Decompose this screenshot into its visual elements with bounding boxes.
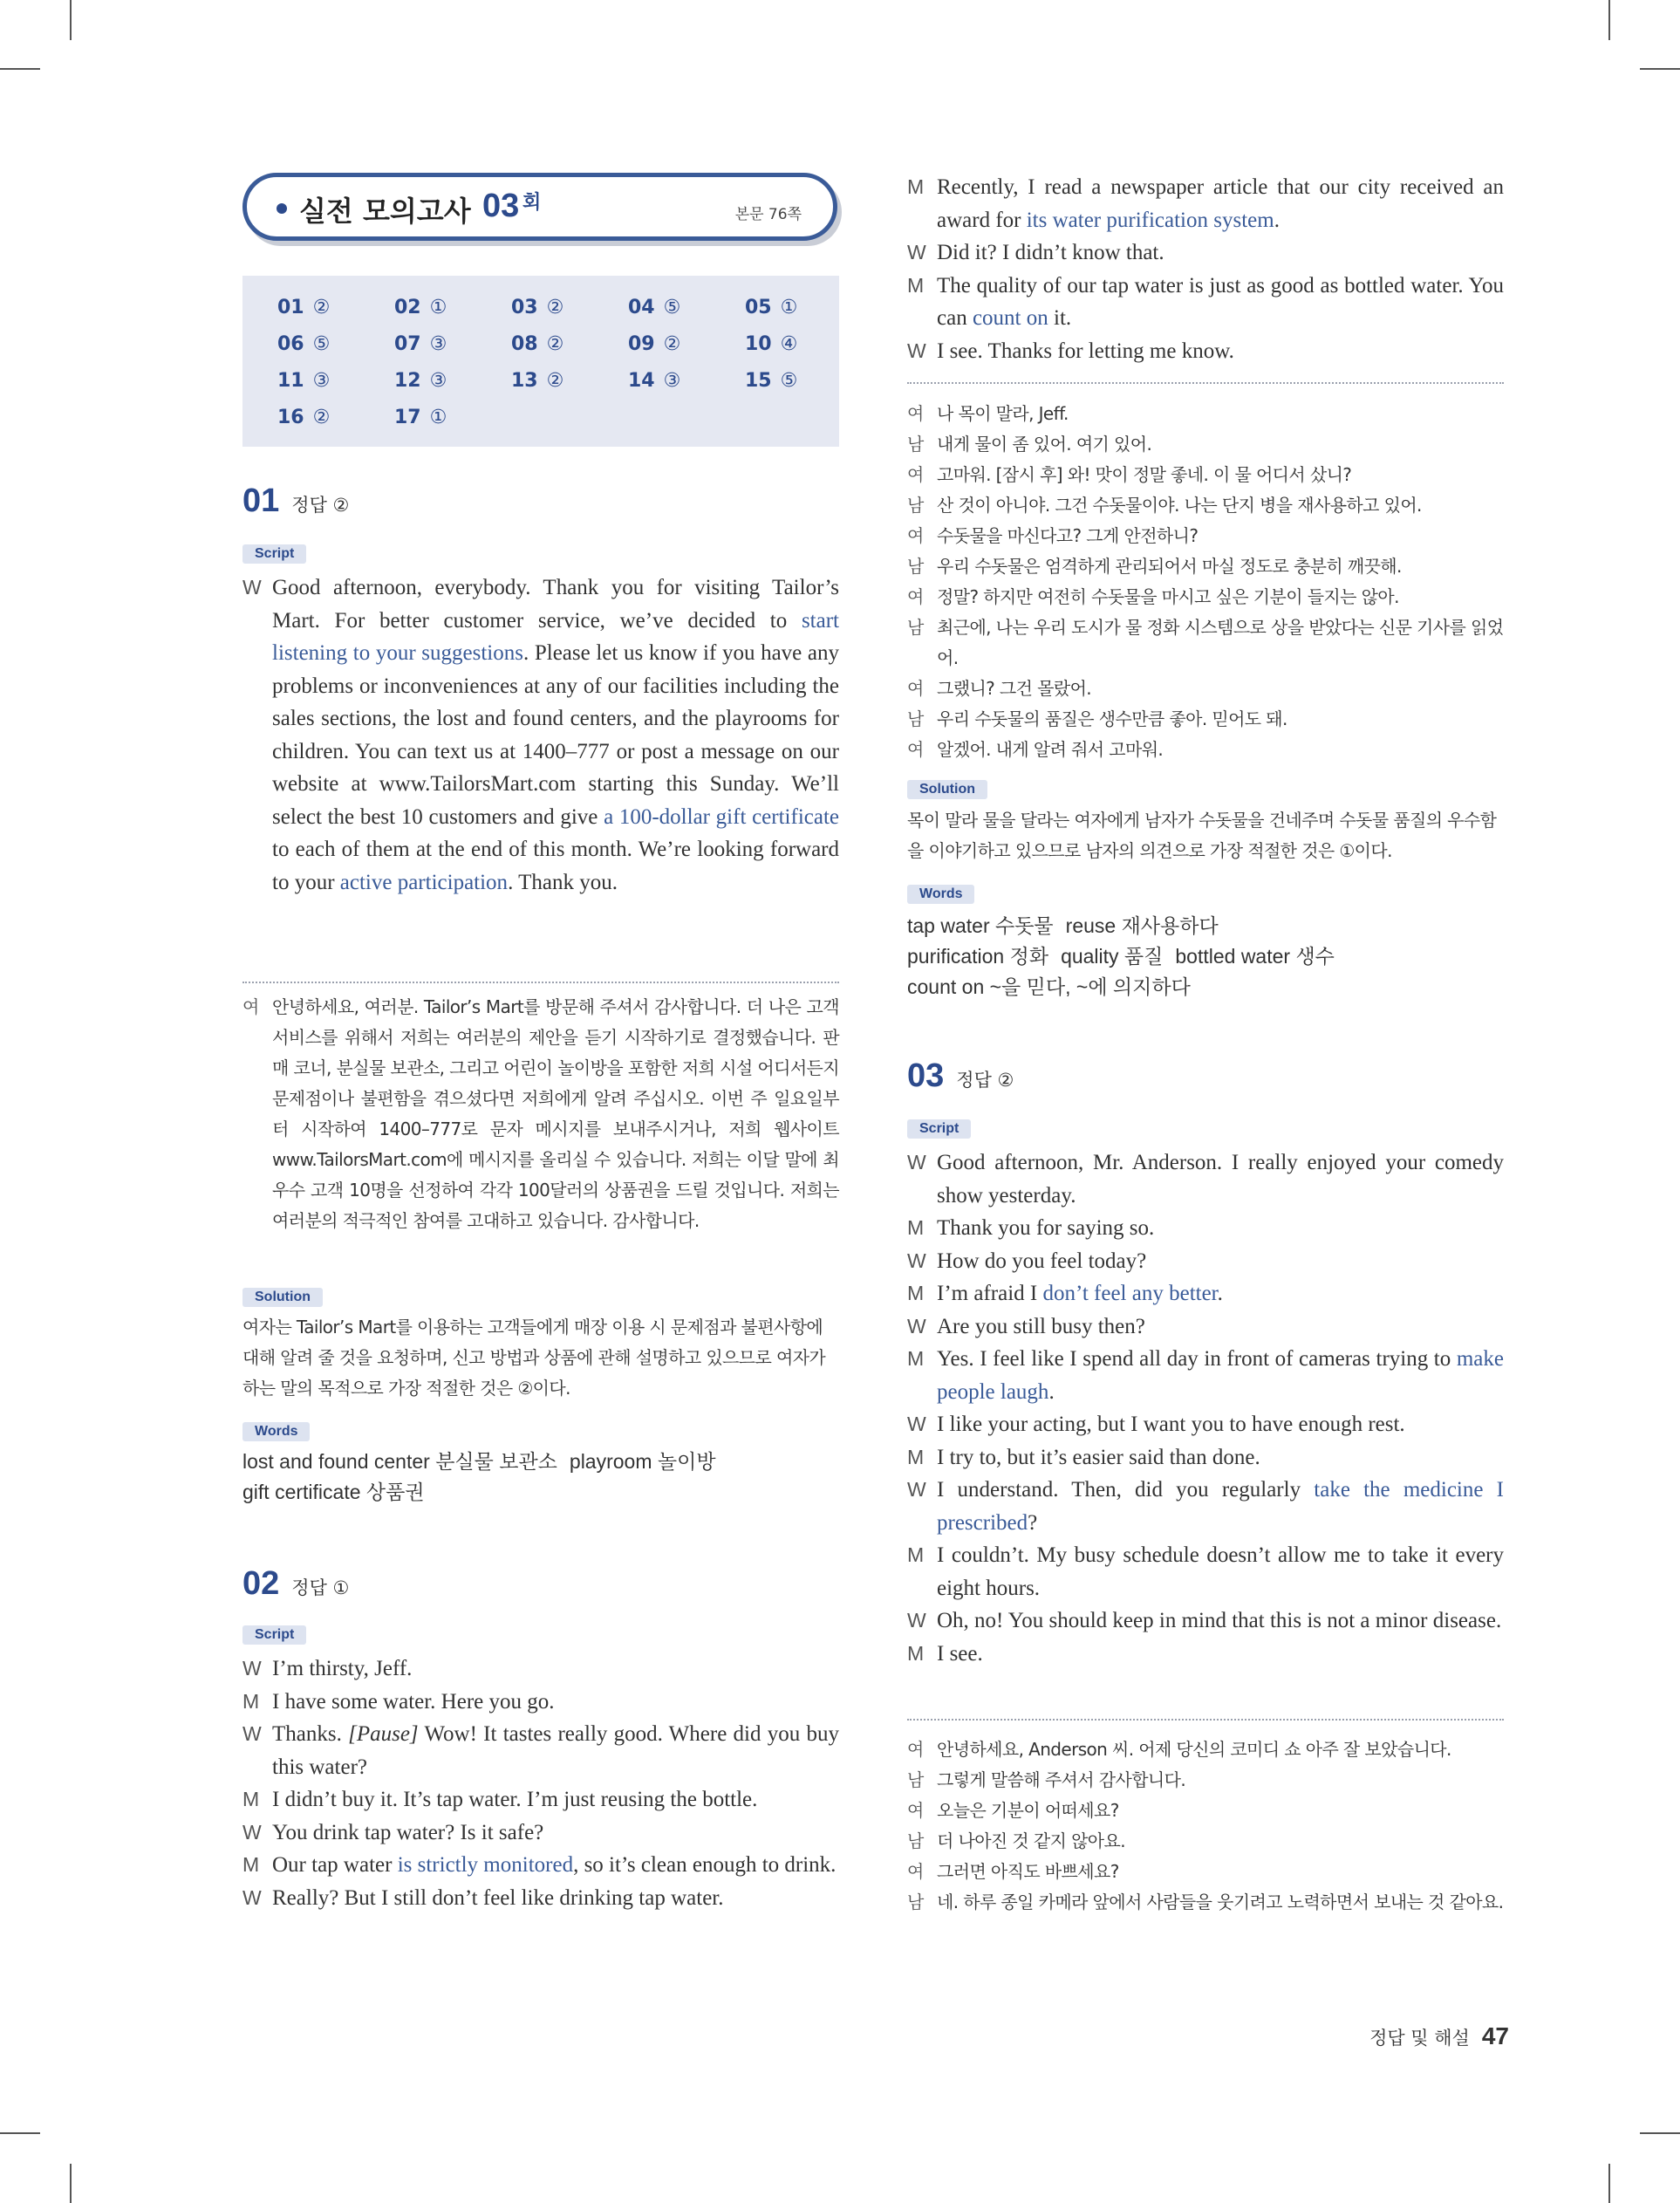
script-text: . <box>1048 1379 1055 1404</box>
script-text: Good afternoon, everybody. Thank you for visiting Tailor’s Mart. For better customer service, we’ve decided to <box>272 576 839 633</box>
answer-key-item <box>628 370 680 392</box>
answer-key-item <box>511 297 563 318</box>
q02-solution: 목이 말라 물을 달라는 여자에게 남자가 수돗물을 건네주며 수돗물 품질의 우수함을 이야기하고 있으므로 남자의 의견으로 가장 적절한 것은 ①이다. <box>907 810 1497 861</box>
solution-tag: Solution <box>242 1288 323 1307</box>
question-number: 03 <box>907 1057 945 1094</box>
answer-key-question: 09 <box>628 333 655 355</box>
solution-tag: Solution <box>907 780 987 799</box>
script-text: How do you feel today? <box>937 1249 1147 1273</box>
crop-mark <box>0 68 40 70</box>
script-text: The quality of our tap water is just as good as bottled water. You can <box>937 273 1504 330</box>
vocabulary-entry: reuse 재사용하다 <box>1065 914 1219 937</box>
answer-key-question: 12 <box>394 370 421 392</box>
script-line <box>907 171 1504 236</box>
page-number: 47 <box>1481 2022 1509 2049</box>
divider <box>242 982 839 983</box>
speaker-label: 여 <box>907 1800 924 1821</box>
speaker-label: 남 <box>907 617 924 638</box>
speaker-label: 여 <box>242 996 259 1017</box>
script-text: , so it’s clean enough to drink. <box>573 1853 837 1877</box>
speaker-label: W <box>907 1249 926 1272</box>
answer-key-choice: ① <box>429 297 447 318</box>
answer-label: 정답 ② <box>956 1070 1014 1091</box>
speaker-label: M <box>907 1216 925 1239</box>
script-text: . Please let us know if you have any problems or inconveniences at any of our facilities including the sales sections, the lost and found centers, and the playrooms for children. You can text us at 1400–777 or post a message on our website at www.TailorsMart.com starting this Sunday. We’ll select the best 10 customers and give <box>272 641 839 829</box>
script-line <box>907 1310 1504 1344</box>
highlighted-phrase: make people laugh <box>937 1347 1504 1404</box>
answer-key-item <box>628 333 680 355</box>
translation-text: 수돗물을 마신다고? 그게 안전하니? <box>937 525 1199 546</box>
script-tag: Script <box>242 544 306 564</box>
answer-key-question: 14 <box>628 370 655 392</box>
answer-key-question: 11 <box>277 370 304 392</box>
vocabulary-entry: tap water 수돗물 <box>907 914 1054 937</box>
speaker-label: M <box>242 1853 260 1876</box>
script-line <box>907 1638 1504 1671</box>
highlighted-phrase: don’t feel any better <box>1042 1282 1218 1305</box>
answer-key-question: 07 <box>394 333 421 355</box>
speaker-label: W <box>907 1609 926 1632</box>
script-line <box>907 1277 1504 1310</box>
script-text: Oh, no! You should keep in mind that this is not a minor disease. <box>937 1609 1502 1632</box>
q01-script <box>242 571 839 899</box>
answer-key-choice: ⑤ <box>663 297 681 318</box>
speaker-label: M <box>242 1689 260 1713</box>
question-number: 02 <box>242 1565 280 1602</box>
highlighted-phrase: active participation <box>339 870 509 894</box>
script-line <box>907 1212 1504 1245</box>
answer-key-item <box>394 407 447 428</box>
script-text: ? <box>1028 1510 1038 1535</box>
translation-text: 산 것이 아니야. 그건 수돗물이야. 나는 단지 병을 재사용하고 있어. <box>937 495 1422 516</box>
translation-line <box>242 992 839 1236</box>
script-text: it. <box>1048 306 1072 330</box>
speaker-label: 남 <box>907 708 924 729</box>
script-line <box>907 335 1504 368</box>
page-footer <box>1343 2022 1509 2050</box>
script-line <box>907 1539 1504 1604</box>
translation-text: 알겠어. 내게 알려 줘서 고마워. <box>937 739 1164 760</box>
translation-line <box>907 1796 1504 1826</box>
speaker-label: 남 <box>907 556 924 577</box>
speaker-label: W <box>242 1820 262 1844</box>
translation-line <box>907 551 1504 582</box>
script-text: Recently, I read a newspaper article that our city received an award for <box>937 175 1504 232</box>
words-row <box>242 1477 839 1508</box>
speaker-label: W <box>907 339 926 362</box>
script-tag: Script <box>242 1625 306 1645</box>
q01-words <box>242 1447 839 1508</box>
translation-line <box>907 1887 1504 1918</box>
answer-key-choice: ① <box>429 407 447 428</box>
answer-key-item <box>511 370 563 392</box>
q02-words <box>907 911 1504 1002</box>
words-row <box>907 911 1504 941</box>
vocabulary-entry: bottled water 생수 <box>1175 945 1335 968</box>
answer-key-question: 03 <box>511 297 538 318</box>
q02-script-part2 <box>907 171 1504 367</box>
highlighted-phrase: start listening to your suggestions <box>272 608 839 665</box>
vocabulary-entry: lost and found center 분실물 보관소 <box>242 1450 557 1473</box>
script-text: [Pause] <box>348 1722 419 1746</box>
speaker-label: M <box>907 175 925 198</box>
answer-key-item <box>394 297 447 318</box>
highlighted-phrase: is strictly monitored <box>397 1853 574 1877</box>
script-line <box>907 270 1504 335</box>
script-line <box>907 1408 1504 1441</box>
script-line <box>242 1783 839 1816</box>
speaker-label: W <box>907 241 926 263</box>
script-text: . <box>1217 1282 1223 1305</box>
answer-key-choice: ② <box>546 370 564 392</box>
script-line <box>242 1686 839 1719</box>
q02-script-part1 <box>242 1652 839 1914</box>
translation-line <box>907 674 1504 704</box>
speaker-label: 여 <box>907 1739 924 1760</box>
translation-text: 우리 수돗물의 품질은 생수만큼 좋아. 믿어도 돼. <box>937 708 1287 729</box>
speaker-label: 여 <box>907 464 924 485</box>
translation-text: 오늘은 기분이 어떠세요? <box>937 1800 1119 1821</box>
translation-line <box>907 490 1504 521</box>
translation-line <box>907 582 1504 612</box>
answer-key-question: 17 <box>394 407 421 428</box>
answer-key-question: 01 <box>277 297 304 318</box>
answer-key-item <box>511 333 563 355</box>
script-text: Yes. I feel like I spend all day in front of cameras trying to <box>937 1347 1457 1371</box>
script-text: Good afternoon, Mr. Anderson. I really enjoyed your comedy show yesterday. <box>937 1151 1504 1208</box>
speaker-label: 남 <box>907 1769 924 1790</box>
exam-number-suffix: 회 <box>522 192 542 214</box>
script-text: I see. <box>937 1641 983 1666</box>
answer-key-choice: ③ <box>429 370 447 392</box>
answer-key-choice: ② <box>546 333 564 355</box>
exam-title: 실전 모의고사 <box>299 195 471 228</box>
speaker-label: W <box>242 1657 262 1680</box>
translation-line <box>907 460 1504 490</box>
speaker-label: W <box>907 1151 926 1173</box>
answer-key-choice: ③ <box>663 370 681 392</box>
vocabulary-entry: purification 정화 <box>907 945 1049 968</box>
translation-line <box>907 704 1504 735</box>
vocabulary-entry: playroom 놀이방 <box>569 1450 716 1473</box>
crop-mark <box>1640 68 1680 70</box>
answer-key-choice: ③ <box>429 333 447 355</box>
answer-key-question: 02 <box>394 297 421 318</box>
translation-text: 최근에, 나는 우리 도시가 물 정화 시스템으로 상을 받았다는 신문 기사를 읽었어. <box>937 617 1504 668</box>
answer-key-question: 16 <box>277 407 304 428</box>
speaker-label: M <box>907 1641 925 1665</box>
words-tag: Words <box>907 885 974 904</box>
speaker-label: M <box>242 1788 260 1810</box>
answer-key-item <box>394 370 447 392</box>
script-line <box>907 1604 1504 1638</box>
script-text: I try to, but it’s easier said than done. <box>937 1445 1260 1469</box>
answer-key-item <box>277 370 330 392</box>
script-line <box>907 1441 1504 1474</box>
crop-mark <box>70 2164 72 2203</box>
script-text: I couldn’t. My busy schedule doesn’t allow me to take it every eight hours. <box>937 1543 1504 1600</box>
translation-line <box>907 1857 1504 1887</box>
translation-text: 그랬니? 그건 몰랐어. <box>937 678 1092 699</box>
divider <box>907 1719 1504 1721</box>
speaker-label: 남 <box>907 1892 924 1912</box>
script-text: I see. Thanks for letting me know. <box>937 339 1234 363</box>
speaker-label: W <box>907 1314 926 1338</box>
translation-line <box>907 612 1504 674</box>
script-line <box>907 236 1504 270</box>
vocabulary-entry: quality 품질 <box>1061 945 1164 968</box>
script-text: I like your acting, but I want you to have enough rest. <box>937 1413 1405 1436</box>
translation-text: 그렇게 말씀해 주셔서 감사합니다. <box>937 1769 1186 1790</box>
script-line <box>242 1816 839 1850</box>
answer-key-item <box>394 333 447 355</box>
words-row <box>242 1447 839 1477</box>
q03-script <box>907 1146 1504 1670</box>
speaker-label: W <box>907 1413 926 1435</box>
answer-key-choice: ② <box>312 407 331 428</box>
script-line <box>907 1245 1504 1278</box>
translation-line <box>907 1765 1504 1796</box>
script-text: Really? But I still don’t feel like drinking tap water. <box>272 1885 724 1910</box>
page-reference: 본문 76쪽 <box>734 206 802 223</box>
translation-line <box>907 1826 1504 1857</box>
footer-label: 정답 및 해설 <box>1369 2028 1470 2049</box>
bullet-dot-icon <box>277 203 287 214</box>
translation-text: 그러면 아직도 바쁘세요? <box>937 1861 1119 1882</box>
script-text: . Thank you. <box>508 870 618 894</box>
answer-key-item <box>628 297 680 318</box>
script-text: . <box>1274 208 1280 232</box>
answer-key-question: 15 <box>745 370 772 392</box>
answer-key-choice: ① <box>780 297 798 318</box>
speaker-label: 여 <box>907 525 924 546</box>
answer-key-question: 08 <box>511 333 538 355</box>
answer-key-item <box>277 333 330 355</box>
script-text: I didn’t buy it. It’s tap water. I’m just reusing the bottle. <box>272 1788 758 1811</box>
script-text: Thank you for saying so. <box>937 1216 1155 1240</box>
script-line <box>242 1849 839 1882</box>
divider <box>907 382 1504 384</box>
answer-key-question: 04 <box>628 297 655 318</box>
answer-key-choice: ② <box>546 297 564 318</box>
translation-text: 정말? 하지만 여전히 수돗물을 마시고 싶은 기분이 들지는 않아. <box>937 586 1399 607</box>
answer-key-choice: ② <box>312 297 331 318</box>
script-text: Are you still busy then? <box>937 1314 1145 1338</box>
answer-key-question: 10 <box>745 333 772 355</box>
script-tag: Script <box>907 1119 971 1139</box>
script-text: I’m afraid I <box>937 1282 1043 1305</box>
speaker-label: M <box>907 273 925 297</box>
crop-mark <box>70 0 72 40</box>
speaker-label: 남 <box>907 495 924 516</box>
speaker-label: 남 <box>907 434 924 455</box>
speaker-label: M <box>907 1543 925 1566</box>
highlighted-phrase: take the medicine I prescribed <box>937 1478 1504 1535</box>
question-01-heading <box>242 482 349 520</box>
speaker-label: M <box>907 1282 925 1304</box>
speaker-label: 여 <box>907 586 924 607</box>
script-text: I have some water. Here you go. <box>272 1689 555 1714</box>
words-tag: Words <box>242 1422 310 1441</box>
answer-key-item <box>745 297 797 318</box>
answer-label: 정답 ① <box>291 1577 350 1598</box>
translation-text: 네. 하루 종일 카메라 앞에서 사람들을 웃기려고 노력하면서 보내는 것 같아요. <box>937 1892 1504 1912</box>
script-text: Our tap water <box>272 1853 398 1877</box>
translation-text: 나 목이 말라, Jeff. <box>937 403 1069 424</box>
translation-line <box>907 735 1504 765</box>
script-text: Wow! It tastes really good. Where did you buy this water? <box>272 1722 839 1779</box>
answer-key-choice: ③ <box>312 370 331 392</box>
speaker-label: 여 <box>907 403 924 424</box>
answer-key-item <box>745 333 797 355</box>
answer-key-choice: ⑤ <box>780 370 798 392</box>
translation-text: 안녕하세요, Anderson 씨. 어제 당신의 코미디 쇼 아주 잘 보았습니다. <box>937 1739 1451 1760</box>
speaker-label: W <box>907 1478 926 1501</box>
speaker-label: M <box>907 1445 925 1468</box>
translation-text: 고마워. [잠시 후] 와! 맛이 정말 좋네. 이 물 어디서 샀니? <box>937 464 1352 485</box>
answer-key-choice: ④ <box>780 333 798 355</box>
q01-solution: 여자는 Tailor’s Mart를 이용하는 고객들에게 매장 이용 시 문제점과 불편사항에 대해 알려 줄 것을 요청하며, 신고 방법과 상품에 관해 설명하고 있으므로 여자가 하는 말의 목적으로 가장 적절한 것은 ②이다. <box>242 1317 826 1399</box>
crop-mark <box>1608 0 1610 40</box>
answer-key-item <box>277 297 330 318</box>
translation-text: 우리 수돗물은 엄격하게 관리되어서 마실 정도로 충분히 깨끗해. <box>937 556 1402 577</box>
translation-text: 내게 물이 좀 있어. 여기 있어. <box>937 434 1152 455</box>
words-row <box>907 972 1504 1002</box>
crop-mark <box>1608 2164 1610 2203</box>
highlighted-phrase: a 100-dollar gift certificate <box>604 804 839 829</box>
vocabulary-entry: gift certificate 상품권 <box>242 1481 425 1503</box>
crop-mark <box>1640 2132 1680 2134</box>
script-text: to each of them at the end of this month. We’re looking forward to your <box>272 838 839 894</box>
answer-key-choice: ② <box>663 333 681 355</box>
answer-key-question: 13 <box>511 370 538 392</box>
speaker-label: M <box>907 1347 925 1370</box>
answer-key-question: 06 <box>277 333 304 355</box>
words-row <box>907 941 1504 972</box>
script-text: I’m thirsty, Jeff. <box>272 1657 413 1680</box>
script-line <box>242 1652 839 1686</box>
speaker-label: 여 <box>907 1861 924 1882</box>
script-line <box>242 1718 839 1783</box>
answer-key-item <box>277 407 330 428</box>
exam-number: 03 <box>482 188 520 224</box>
answer-key-box <box>242 276 839 447</box>
crop-mark <box>0 2132 40 2134</box>
answer-key-choice: ⑤ <box>312 333 331 355</box>
translation-line <box>907 399 1504 429</box>
translation-line <box>907 1734 1504 1765</box>
q02-translation <box>907 399 1504 765</box>
q03-translation <box>907 1734 1504 1918</box>
question-number: 01 <box>242 482 280 519</box>
exam-header <box>242 173 837 241</box>
script-text: I understand. Then, did you regularly <box>937 1478 1315 1502</box>
question-03-heading <box>907 1057 1014 1095</box>
speaker-label: 여 <box>907 678 924 699</box>
speaker-label: W <box>242 1722 262 1745</box>
script-line <box>907 1343 1504 1408</box>
script-text: You drink tap water? Is it safe? <box>272 1820 544 1844</box>
translation-line <box>907 521 1504 551</box>
vocabulary-entry: count on ~을 믿다, ~에 의지하다 <box>907 975 1191 998</box>
translation-text: 더 나아진 것 같지 않아요. <box>937 1830 1125 1851</box>
translation-line <box>907 429 1504 460</box>
answer-key-question: 05 <box>745 297 772 318</box>
speaker-label: W <box>242 576 262 599</box>
question-02-heading <box>242 1565 349 1603</box>
answer-label: 정답 ② <box>291 495 350 516</box>
speaker-label: 여 <box>907 739 924 760</box>
translation-text: 안녕하세요, 여러분. Tailor’s Mart를 방문해 주셔서 감사합니다. 더 나은 고객 서비스를 위해서 저희는 여러분의 제안을 듣기 시작하기로 결정했습니다. 판매 코너, 분실물 보관소, 그리고 어린이 놀이방을 포함한 저희 시설 어디서든지 문제점이나 불편함을 겪으셨다면 저희에게 알려 주십시오. 이번 주 일요일부터 시작하여 1400–777로 문자 메시지를 보내주시거나, 저희 웹사이트 www.TailorsMart.com에 메시지를 올리실 수 있습니다. 저희는 이달 말에 최우수 고객 10명을 선정하여 각각 100달러의 상품권을 드릴 것입니다. 저희는 여러분의 적극적인 참여를 고대하고 있습니다. 감사합니다. <box>272 996 839 1231</box>
answer-key-item <box>745 370 797 392</box>
highlighted-phrase: count on <box>972 306 1048 330</box>
script-line <box>242 571 839 899</box>
script-line <box>907 1146 1504 1212</box>
script-line <box>907 1474 1504 1539</box>
script-line <box>242 1882 839 1915</box>
script-text: Thanks. <box>272 1722 349 1746</box>
q01-translation <box>242 992 839 1236</box>
script-text: Did it? I didn’t know that. <box>937 241 1164 264</box>
speaker-label: 남 <box>907 1830 924 1851</box>
highlighted-phrase: its water purification system <box>1026 208 1274 232</box>
speaker-label: W <box>242 1885 262 1909</box>
